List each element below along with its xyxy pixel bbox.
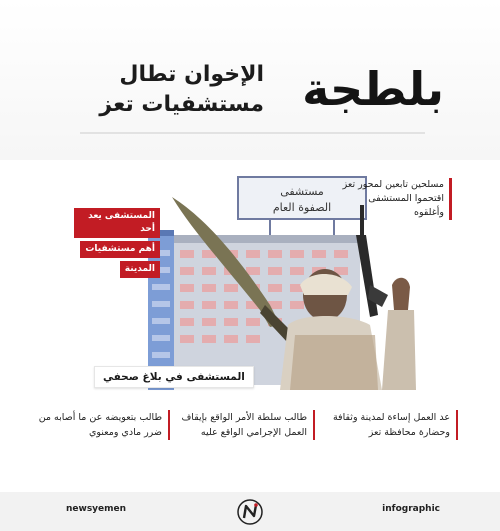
title-divider: [80, 132, 425, 134]
statement-column-3: طالب بتعويضه عن ما أصابه من ضرر مادي ومعنوي: [34, 410, 170, 440]
newsyemen-logo-icon: [236, 498, 264, 526]
callout-armed-men: مسلحين تابعين لمحور تعز اقتحموا المستشفى وأغلقوه: [342, 178, 452, 220]
main-title: بلطجة: [302, 62, 444, 116]
statement-columns-area: [0, 393, 500, 493]
tag-line-1: المستشفى يعد أحد: [74, 208, 160, 238]
footer-type: infographic: [382, 504, 440, 514]
subtitle-line-1: الإخوان تطال: [119, 62, 264, 87]
statement-column-2: طالب سلطة الأمر الواقع بإيقاف العمل الإجرامي الواقع عليه: [179, 410, 315, 440]
footer-source: newsyemen: [66, 504, 127, 514]
sign-line-1: مستشفى: [280, 185, 324, 198]
statement-column-1: عد العمل إساءة لمدينة وثقافة وحضارة محافظة تعز: [322, 410, 458, 440]
tag-line-3: المدينة: [120, 261, 160, 278]
tag-line-2: أهم مستشفيات: [80, 241, 160, 258]
sign-line-2: الصفوة العام: [272, 201, 332, 214]
press-statement-label: المستشفى في بلاغ صحفي: [94, 366, 254, 388]
hospital-importance-tags: [74, 208, 160, 281]
subtitle-line-2: مستشفيات تعز: [99, 92, 264, 117]
